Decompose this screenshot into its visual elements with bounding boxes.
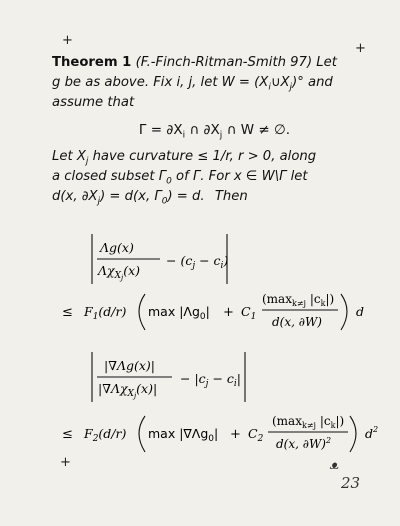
- ineq1-le: ≤: [62, 305, 73, 320]
- ineq2-le: ≤: [62, 427, 73, 442]
- ineq2-difference: − $|c_j - c_i|$: [180, 371, 241, 389]
- ineq2-C2: $C_2$: [248, 426, 264, 444]
- registration-mark-top-left: +: [62, 33, 73, 48]
- ineq1-difference: − $(c_j - c_i)$: [166, 253, 229, 271]
- svg-text:+: +: [223, 305, 234, 320]
- handwritten-scribble: ᴥ: [330, 458, 339, 472]
- curvature-line-3: d(x, $\partial X_j) = d(x$, $\Gamma_0) = d$. Then: [52, 189, 248, 207]
- curvature-line-1: Let $X_j$ have curvature ≤ 1/r, r > 0, along: [52, 149, 317, 167]
- ineq1-frac-numerator: ($\max_{k\ne j}$ $|c_k|$): [262, 292, 335, 308]
- theorem-line-2: g be as above. Fix i, j, let $W = (X_i\cup X_j)^\circ$ and: [52, 75, 333, 93]
- page-number: 23: [341, 474, 361, 492]
- svg-text:+: +: [230, 427, 241, 442]
- registration-mark-top-right: +: [355, 41, 366, 56]
- ineq2-max-term: $\max |\nabla\Lambda g_0|$: [148, 426, 219, 444]
- ineq2-F2: $F_2(d/r)$: [84, 426, 127, 444]
- ineq2-frac-numerator: ($\max_{k\ne j}$ $|c_k|$): [272, 414, 345, 430]
- ineq2-numerator: |∇Λg(x)|: [104, 358, 155, 373]
- ineq1-max-term: $\max |\Lambda g_0|$: [148, 304, 210, 322]
- curvature-line-2: a closed subset $\Gamma_0$ of Γ. For x ∈ W\Γ let: [52, 169, 308, 187]
- ineq1-C1: $C_1$: [241, 304, 257, 322]
- theorem-line-1: Theorem 1 (F.-Finch-Ritman-Smith 97) Let: [52, 55, 337, 70]
- theorem-attribution: (F.-Finch-Ritman-Smith 97): [135, 55, 313, 70]
- ineq2-tail: $d^2$: [365, 425, 379, 441]
- inequality-2: [0, 348, 400, 468]
- ineq2-denominator: $|\nabla\Lambda\chi_Xj(x)|$: [98, 381, 158, 400]
- ineq1-tail: d: [356, 304, 365, 319]
- ineq1-numerator: Λg(x): [100, 240, 134, 255]
- ineq1-F1: $F_1(d/r)$: [84, 304, 127, 322]
- ineq2-frac-denominator: d(x, ∂W)$^2$: [276, 436, 332, 451]
- registration-mark-bottom-left: +: [60, 455, 71, 470]
- gamma-definition: $\Gamma = \partial X_i$ ∩ $\partial X_j$ ∩ W ≠ ∅.: [138, 122, 291, 141]
- theorem-label: Theorem 1: [52, 55, 132, 70]
- theorem-line-3: assume that: [52, 95, 135, 110]
- ineq1-frac-denominator: d(x, ∂W): [272, 315, 322, 329]
- ineq1-denominator: $\Lambda\chi_Xj(x)$: [98, 263, 141, 282]
- inequality-1: [0, 232, 400, 352]
